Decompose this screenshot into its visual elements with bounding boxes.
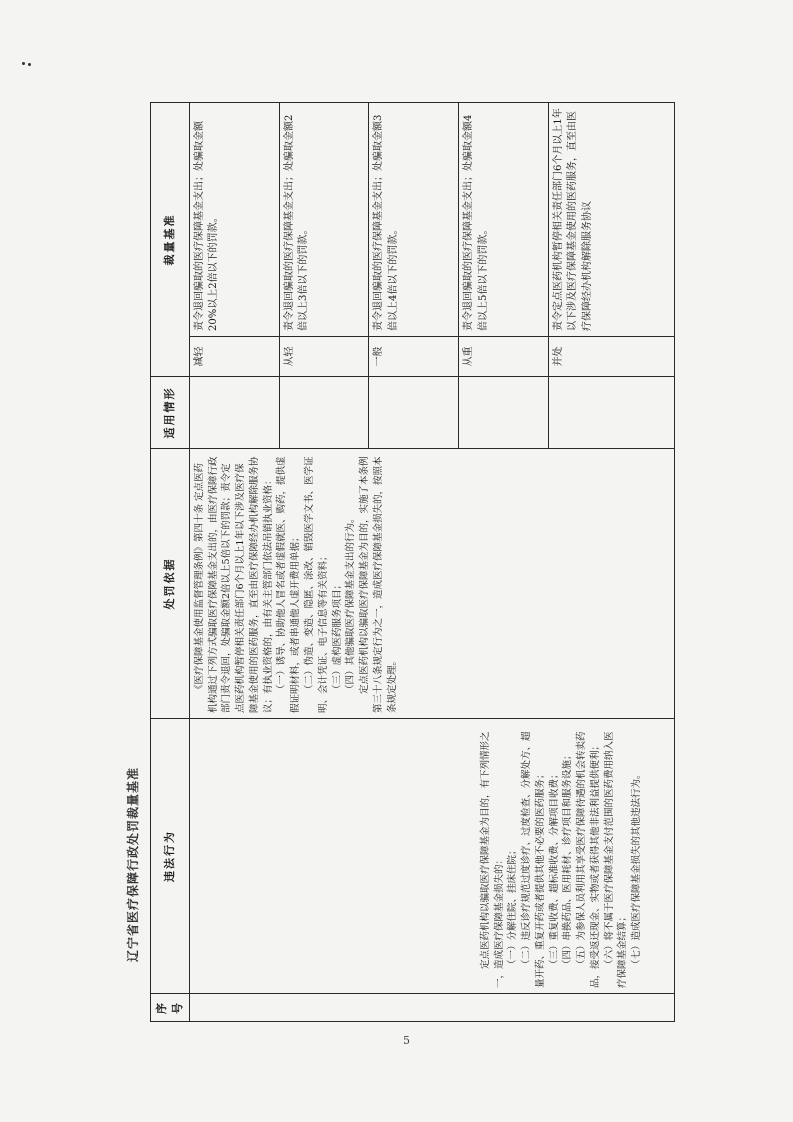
condition-cell (369, 377, 459, 449)
header-standard: 裁量基准 (151, 103, 190, 377)
basis-line: 定点医药机构以骗取医疗保障基金为目的，实施了本条例第三十八条规定行为之一，造成医疗保障基金损失的，按照本条规定处理。 (359, 456, 398, 713)
row-number-cell (189, 994, 674, 1022)
basis-line: （三）虚构医药服务项目； (331, 579, 343, 694)
violation-line: （四）串换药品、医用耗材、诊疗项目和服务设施； (562, 750, 574, 969)
table-header-row (151, 103, 190, 1022)
condition-cell (548, 377, 674, 449)
header-condition: 适用情形 (151, 377, 190, 449)
violation-line: 定点医药机构以骗取医疗保障基金为目的，有下列情形之一，造成医疗保障基金损失的： (479, 731, 505, 988)
standard-cell: 责令退回骗取的医疗保障基金支出；处骗取金额2倍以上3倍以下的罚款。 (279, 103, 369, 337)
violation-line: （二）违反诊疗规范过度诊疗、过度检查、分解处方、超量开药、重复开药或者提供其他不必要的医药服务； (521, 731, 546, 988)
basis-line: （四）其他骗取医疗保障基金支出的行为。 (345, 513, 357, 694)
rotated-sheet (126, 102, 675, 1047)
condition-cell (189, 377, 279, 449)
basis-cell (189, 449, 674, 719)
level-cell: 从轻 (279, 337, 369, 377)
violation-line: （七）造成医疗保障基金损失的其他违法行为。 (631, 769, 643, 969)
violation-line: （六）将不属于医疗保障基金支付范围的医药费用纳入医疗保障基金结算； (603, 731, 629, 988)
violation-line: （三）重复收费、超标准收费、分解项目收费； (548, 769, 560, 969)
standard-cell: 责令退回骗取的医疗保障基金支出；处骗取金额3倍以上4倍以下的罚款。 (369, 103, 459, 337)
penalty-table (150, 102, 675, 1022)
standard-cell: 责令退回骗取的医疗保障基金支出；处骗取金额4倍以上5倍以下的罚款。 (459, 103, 549, 337)
header-act: 违法行为 (151, 719, 190, 994)
level-cell: 并处 (548, 337, 674, 377)
page-number: 5 (403, 1034, 410, 1047)
document-header: 辽宁省医疗保障行政处罚裁量基准 (126, 766, 140, 962)
violation-line: （五）为参保人员利用其享受医疗保障待遇的机会转卖药品，接受返还现金、实物或者获得其他非法利益提供便利； (576, 731, 601, 988)
header-basis: 处罚依据 (151, 449, 190, 719)
scan-speck (22, 62, 34, 66)
basis-line: （一）诱导、协助他人冒名或者虚假就医、购药，提供虚假证明材料，或者串通他人虚开费用单据； (276, 456, 302, 713)
level-cell: 从重 (459, 337, 549, 377)
standard-cell: 责令定点医药机构暂停相关责任部门6个月以上1年以下涉及医疗保障基金使用的医药服务，直至由医疗保障经办机构解除服务协议 (548, 103, 674, 337)
table-row (189, 103, 279, 1022)
violation-line: （一）分解住院、挂床住院； (507, 845, 519, 969)
condition-cell (459, 377, 549, 449)
violation-cell (189, 719, 674, 994)
header-no: 序号 (151, 994, 190, 1022)
level-cell: 一般 (369, 337, 459, 377)
condition-cell (279, 377, 369, 449)
basis-line: 《医疗保障基金使用监督管理条例》第四十条 定点医药机构通过下列方式骗取医疗保障基金支出的，由医疗保障行政部门责令退回，处骗取金额2倍以上5倍以下的罚款；责令定点医药机构暂停相关责任部门6个月以上1年以下涉及医疗保障基金使用的医药服务，直至由医疗保障经办机构解除服务协议；有执业资格的，由有关主管部门依法吊销执业资格： (193, 456, 274, 713)
standard-cell: 责令退回骗取的医疗保障基金支出；处骗取金额20%以上2倍以下的罚款。 (189, 103, 279, 337)
basis-line: （二）伪造、变造、隐匿、涂改、销毁医学文书、医学证明、会计凭证、电子信息等有关资料； (304, 456, 329, 713)
level-cell: 减轻 (189, 337, 279, 377)
